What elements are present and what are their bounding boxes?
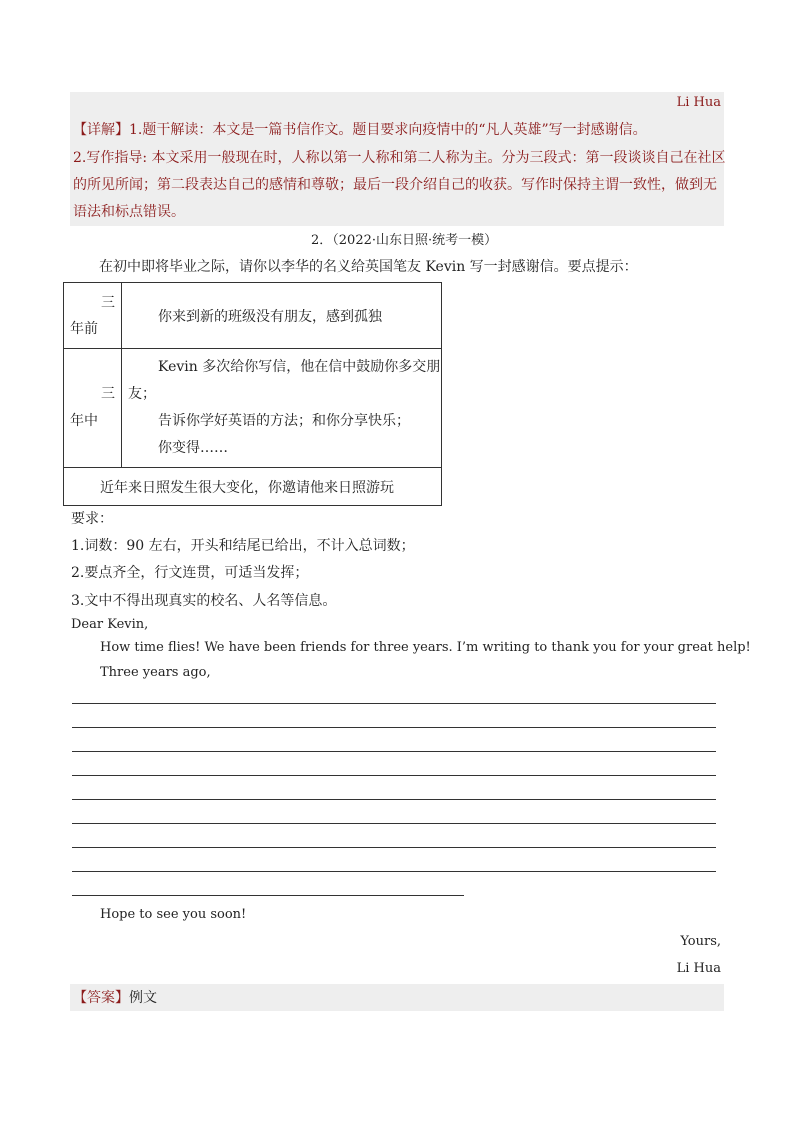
letter-salutation: Dear Kevin, [71,617,149,632]
explanation-line-1: 【详解】1.题干解读：本文是一篇书信作文。题目要求向疫情中的“凡人英雄”写一封感谢信。 [73,122,647,138]
answer-tag: 【答案】 [73,990,129,1006]
letter-closing: Hope to see you soon! [100,907,247,922]
table-row-label: 三 年中 [64,349,122,468]
answer-line [73,987,157,1007]
letter-signature: Li Hua [676,961,721,976]
question-header: 2．（2022·山东日照·统考一模） [311,233,498,248]
requirement-item-3: 3.文中不得出现真实的校名、人名等信息。 [71,593,337,609]
table-row-content: 你来到新的班级没有朋友，感到孤独 [122,283,442,349]
table-row-label: 三 年前 [64,283,122,349]
key-points-table [63,282,442,506]
writing-line [72,751,716,752]
table-row [64,468,442,506]
writing-line [72,703,716,704]
letter-opening: How time flies! We have been friends for three years. I’m writing to thank you for your great help! [100,640,751,655]
answer-block [70,984,724,1011]
table-row-content: Kevin 多次给你写信，他在信中鼓励你多交朋 友； 告诉你学好英语的方法；和你分享快乐； 你变得…… [122,349,442,468]
writing-line [72,775,716,776]
explanation-line-4: 语法和标点错误。 [73,204,185,220]
requirement-item-2: 2.要点齐全，行文连贯，可适当发挥； [71,565,309,581]
requirements-title: 要求： [71,511,113,527]
writing-line [72,823,716,824]
table-row [64,349,442,468]
writing-line [72,871,716,872]
writing-line [72,847,716,848]
table-row [64,283,442,349]
writing-line [72,895,464,896]
writing-line [72,727,716,728]
requirement-item-1: 1.词数：90 左右，开头和结尾已给出，不计入总词数； [71,538,415,554]
table-row-content: 近年来日照发生很大变化，你邀请他来日照游玩 [64,468,442,506]
explanation-tag: 【详解】 [73,122,129,138]
answer-text: 例文 [129,990,157,1006]
explanation-line-2: 2.写作指导: 本文采用一般现在时，人称以第一人称和第二人称为主。分为三段式：第一段谈谈自己在社区 [73,150,726,166]
writing-line [72,799,716,800]
previous-signature: Li Hua [676,95,721,110]
letter-start: Three years ago, [100,665,211,680]
question-prompt: 在初中即将毕业之际，请你以李华的名义给英国笔友 Kevin 写一封感谢信。要点提示： [99,259,638,275]
letter-signoff: Yours, [680,934,721,949]
explanation-line-3: 的所见所闻；第二段表达自己的感情和尊敬；最后一段介绍自己的收获。写作时保持主谓一致性，做到无 [73,177,717,193]
